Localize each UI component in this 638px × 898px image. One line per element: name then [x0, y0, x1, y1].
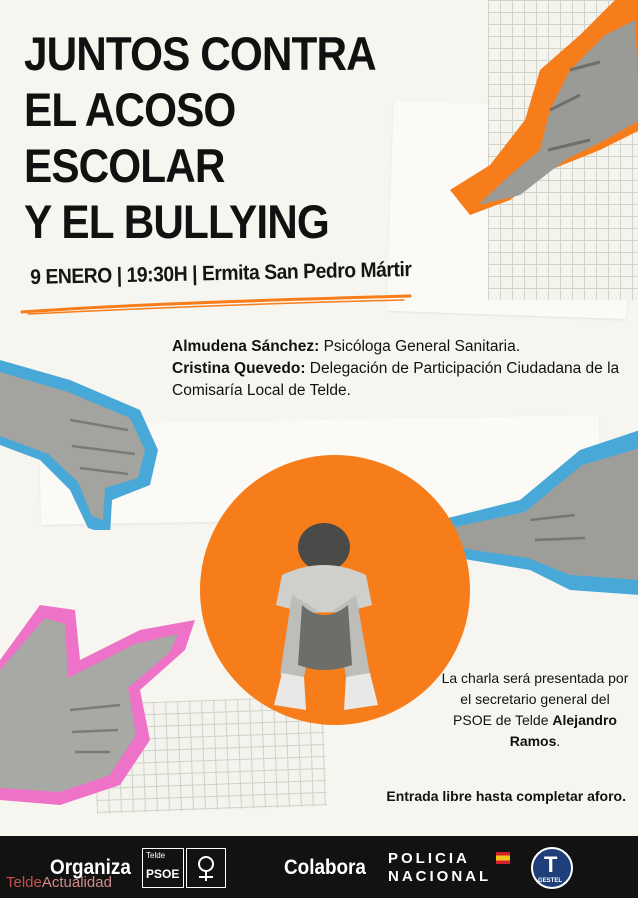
presenter-name: Alejandro Ramos — [509, 712, 617, 749]
speakers-block — [172, 336, 632, 402]
police-flag-icon — [496, 852, 510, 864]
psoe-rose-icon — [186, 848, 226, 888]
title-line-1: JUNTOS CONTRA — [24, 27, 376, 80]
psoe-label: PSOE — [146, 867, 180, 881]
speaker-2 — [172, 358, 632, 402]
watermark-part-2: Actualidad — [41, 874, 112, 891]
psoe-small-label: Telde — [146, 851, 166, 860]
organiza-label: Organiza — [50, 856, 131, 879]
colabora-label: Colabora — [284, 856, 366, 879]
thumbs-down-hand-icon — [0, 350, 170, 530]
title-line-2: EL ACOSO ESCOLAR — [24, 83, 236, 192]
free-entry-note: Entrada libre hasta completar aforo. — [386, 788, 626, 804]
nacional-label: NACIONAL — [388, 868, 492, 885]
title-line-3: Y EL BULLYING — [24, 195, 329, 248]
psoe-logo — [142, 848, 184, 888]
watermark — [6, 874, 112, 891]
presenter-end: . — [556, 733, 561, 749]
pointing-hand-pink-icon — [0, 600, 210, 810]
speaker-1 — [172, 336, 632, 358]
orange-underline-icon — [18, 294, 418, 318]
pointing-hand-top-right-icon — [430, 0, 638, 230]
event-date-time-place: 9 ENERO | 19:30H | Ermita San Pedro Mártir — [30, 258, 412, 289]
page-title — [24, 26, 438, 250]
speaker-1-role: Psicóloga General Sanitaria. — [319, 338, 521, 355]
crying-child-figure-icon — [262, 515, 392, 735]
presenter-note — [440, 668, 630, 752]
speaker-2-name: Cristina Quevedo: — [172, 360, 306, 377]
speaker-1-name: Almudena Sánchez: — [172, 338, 320, 355]
policia-label: POLICIA — [388, 850, 470, 867]
footer-bar — [0, 836, 638, 898]
watermark-part-1: Telde — [6, 874, 42, 891]
presenter-text: La charla será presentada por el secretario general del PSOE de Telde — [441, 670, 629, 728]
speaker-2-role: Delegación de Participación Ciudadana de la Comisaría Local de Telde. — [172, 360, 620, 399]
seal-text: GESTEL — [538, 878, 563, 884]
seal-letter: T — [544, 852, 558, 877]
